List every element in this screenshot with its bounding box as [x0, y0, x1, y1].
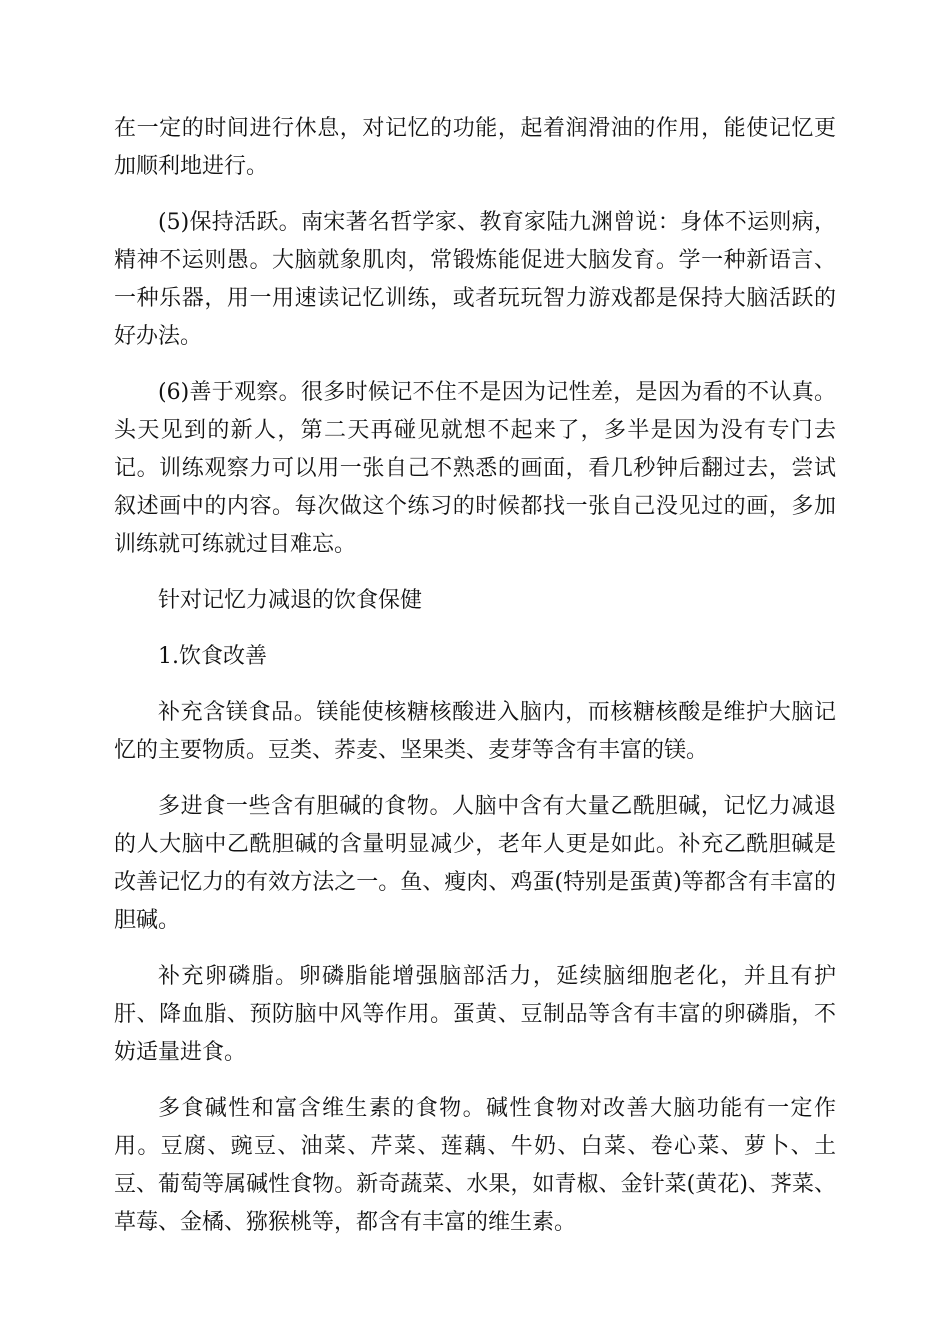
paragraph-observe: (6)善于观察。很多时候记不住不是因为记性差，是因为看的不认真。头天见到的新人，第二天再碰见就想不起来了，多半是因为没有专门去记。训练观察力可以用一张自己不熟悉的画面，看几秒钟后翻过去，尝试叙述画中的内容。每次做这个练习的时候都找一张自己没见过的画，多加训练就可练就过目难忘。	[114, 380, 836, 557]
paragraph-continuation: 在一定的时间进行休息，对记忆的功能，起着润滑油的作用，能使记忆更加顺利地进行。	[114, 116, 836, 179]
paragraph-magnesium: 补充含镁食品。镁能使核糖核酸进入脑内，而核糖核酸是维护大脑记忆的主要物质。豆类、荞麦、坚果类、麦芽等含有丰富的镁。	[114, 700, 836, 763]
paragraph-choline: 多进食一些含有胆碱的食物。人脑中含有大量乙酰胆碱，记忆力减退的人大脑中乙酰胆碱的含量明显减少，老年人更是如此。补充乙酰胆碱是改善记忆力的有效方法之一。鱼、瘦肉、鸡蛋(特别是蛋黄)等都含有丰富的胆碱。	[114, 794, 836, 933]
paragraph-stay-active: (5)保持活跃。南宋著名哲学家、教育家陆九渊曾说：身体不运则病，精神不运则愚。大脑就象肌肉，常锻炼能促进大脑发育。学一种新语言、一种乐器，用一用速读记忆训练，或者玩玩智力游戏都是保持大脑活跃的好办法。	[114, 210, 836, 349]
subsection-heading-diet-improvement: 1.饮食改善	[158, 644, 267, 669]
paragraph-lecithin: 补充卵磷脂。卵磷脂能增强脑部活力，延续脑细胞老化，并且有护肝、降血脂、预防脑中风等作用。蛋黄、豆制品等含有丰富的卵磷脂，不妨适量进食。	[114, 964, 836, 1065]
document-page	[114, 110, 836, 1260]
paragraph-alkaline-vitamins: 多食碱性和富含维生素的食物。碱性食物对改善大脑功能有一定作用。豆腐、豌豆、油菜、芹菜、莲藕、牛奶、白菜、卷心菜、萝卜、土豆、葡萄等属碱性食物。新奇蔬菜、水果，如青椒、金针菜(黄花)、荠菜、草莓、金橘、猕猴桃等，都含有丰富的维生素。	[114, 1096, 836, 1235]
section-heading-diet: 针对记忆力减退的饮食保健	[158, 588, 423, 613]
